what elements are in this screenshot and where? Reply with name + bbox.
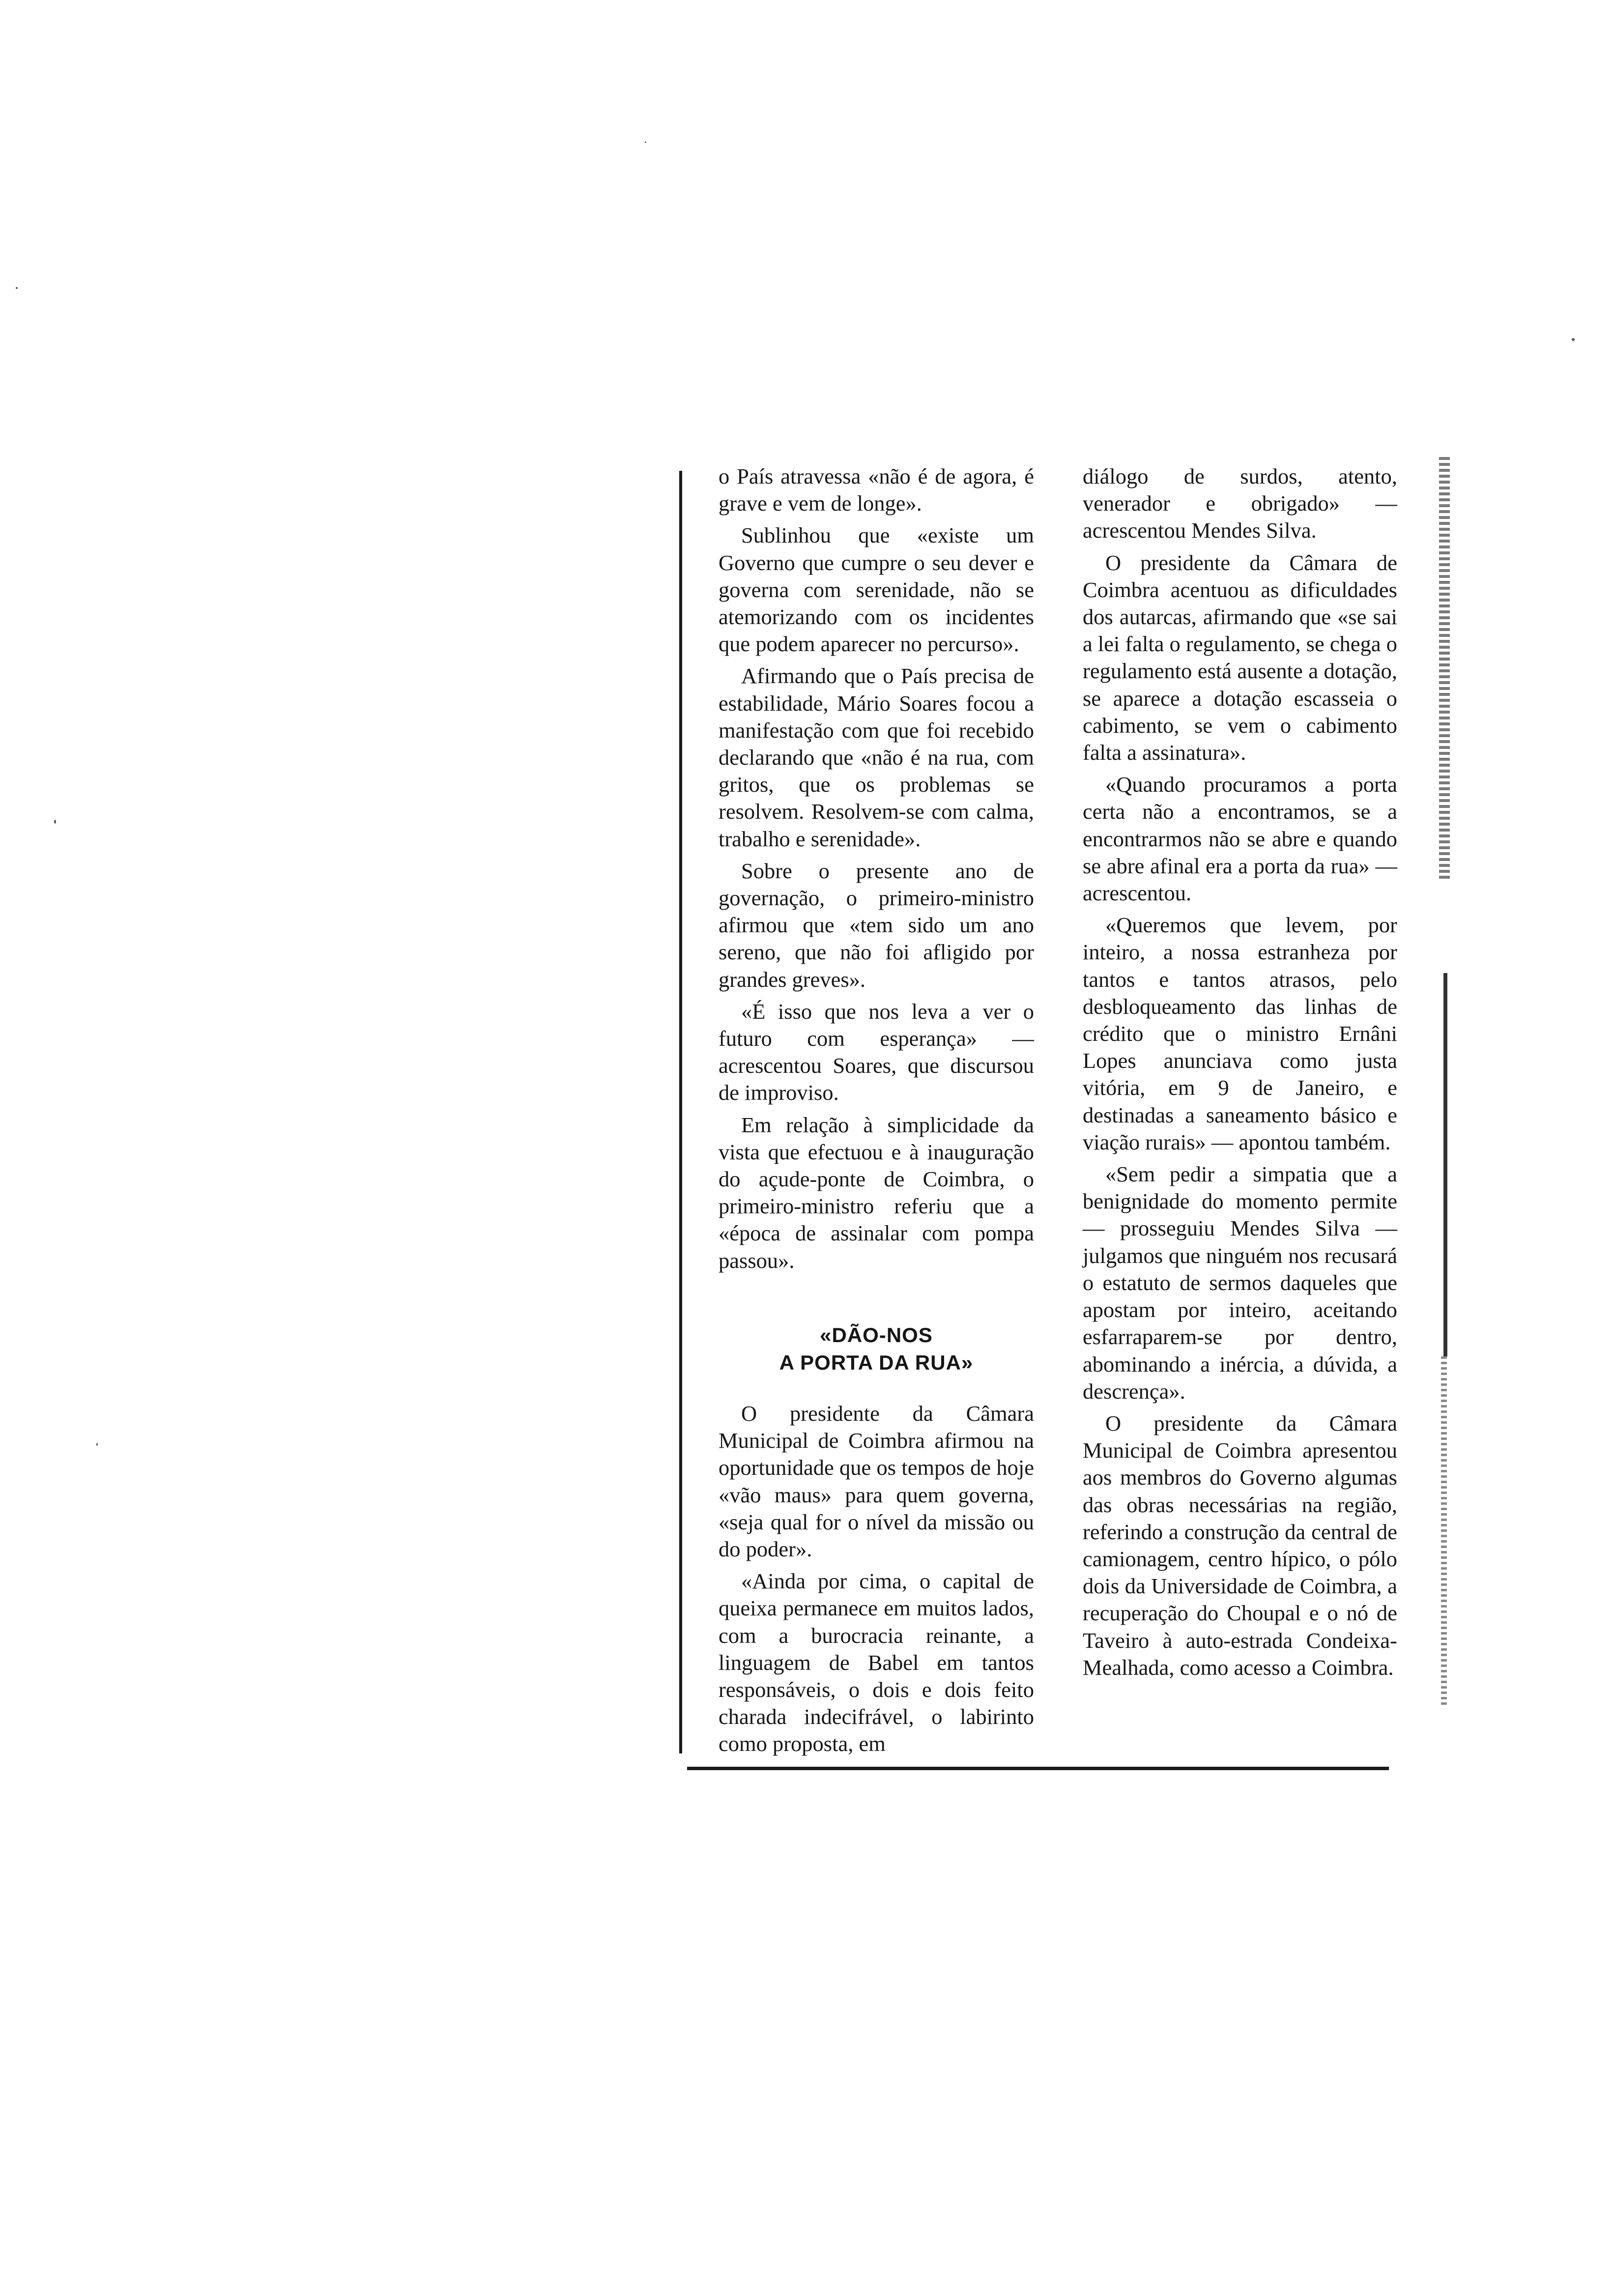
paragraph: diálogo de surdos, atento, venerador e obrigado» — acrescentou Mendes Silva. [1083, 464, 1397, 543]
paragraph: «Ainda por cima, o capital de queixa permanece em muitos lados, com a burocracia reinante, a linguagem de Babel em tantos responsáveis, o dois e dois feito charada indecifrável, o labirinto como proposta, em [719, 1569, 1034, 1756]
article-column-left [719, 463, 1034, 1763]
scan-speck [16, 287, 18, 289]
left-margin-rule [679, 471, 682, 1753]
article-column-right [1083, 463, 1397, 1686]
paragraph: O presidente da Câmara de Coimbra acentuou as dificuldades dos autarcas, afirmando que «se sai a lei falta o regulamento, se chega o regulamento está ausente a dotação, se aparece a dotação escasseia o cabimento, se vem o cabimento falta a assinatura». [1083, 550, 1398, 765]
paragraph: Em relação à simplicidade da vista que efectuou e à inauguração do açude-ponte de Coimbra, o primeiro-ministro referiu que a «época de assinalar com pompa passou». [719, 1112, 1034, 1273]
scan-speck [1572, 338, 1575, 341]
scan-edge-segment [1443, 973, 1447, 1356]
section-subheading [719, 1321, 1034, 1377]
paragraph: Sobre o presente ano de governação, o primeiro-ministro afirmou que «tem sido um ano sereno, que não foi afligido por grandes greves». [719, 858, 1034, 992]
scan-speck [54, 820, 56, 824]
paragraph: O presidente da Câmara Municipal de Coimbra apresentou aos membros do Governo algumas das obras necessárias na região, referindo a construção da central de camionagem, centro hípico, o pólo dois da Universidade de Coimbra, a recuperação do Choupal e o nó de Taveiro à auto-estrada Condeixa-Mealhada, como acesso a Coimbra. [1083, 1410, 1397, 1680]
paragraph: «Sem pedir a simpatia que a benignidade do momento permite — prosseguiu Mendes Silva — julgamos que ninguém nos recusará o estatuto de sermos daqueles que apostam por inteiro, aceitando esfarraparem-se por dentro, abominando a inércia, a dúvida, a descrença». [1083, 1162, 1397, 1404]
paragraph: «É isso que nos leva a ver o futuro com esperança» — acrescentou Soares, que discursou de improviso. [719, 999, 1034, 1105]
scan-edge-segment [1441, 1356, 1447, 1705]
paragraph: Afirmando que o País precisa de estabilidade, Mário Soares focou a manifestação com que foi recebido declarando que «não é na rua, com gritos, que os problemas se resolvem. Resolvem-se com calma, trabalho e serenidade». [719, 663, 1034, 851]
paragraph: o País atravessa «não é de agora, é grave e vem de longe». [719, 464, 1034, 516]
paragraph: «Queremos que levem, por inteiro, a nossa estranheza por tantos e tantos atrasos, pelo desbloqueamento das linhas de crédito que o ministro Ernâni Lopes anunciava como justa vitória, em 9 de Janeiro, e destinadas a saneamento básico e viação rurais» — apontou também. [1083, 913, 1397, 1154]
scan-edge-strip [1439, 457, 1452, 1705]
scan-edge-segment [1439, 457, 1450, 880]
subheading-line: A PORTA DA RUA» [779, 1350, 974, 1374]
scan-speck [645, 142, 646, 143]
paragraph: O presidente da Câmara Municipal de Coimbra afirmou na oportunidade que os tempos de hoje «vão maus» para quem governa, «seja qual for o nível da missão ou do poder». [719, 1401, 1034, 1561]
scan-speck [96, 1443, 98, 1446]
article-end-rule [687, 1767, 1389, 1770]
paragraph: Sublinhou que «existe um Governo que cumpre o seu dever e governa com serenidade, não se atemorizando com os incidentes que podem aparecer no percurso». [719, 523, 1034, 657]
subheading-line: «DÃO-NOS [820, 1323, 933, 1347]
paragraph: «Quando procuramos a porta certa não a encontramos, se a encontrarmos não se abre e quando se abre afinal era a porta da rua» — acrescentou. [1083, 772, 1397, 906]
